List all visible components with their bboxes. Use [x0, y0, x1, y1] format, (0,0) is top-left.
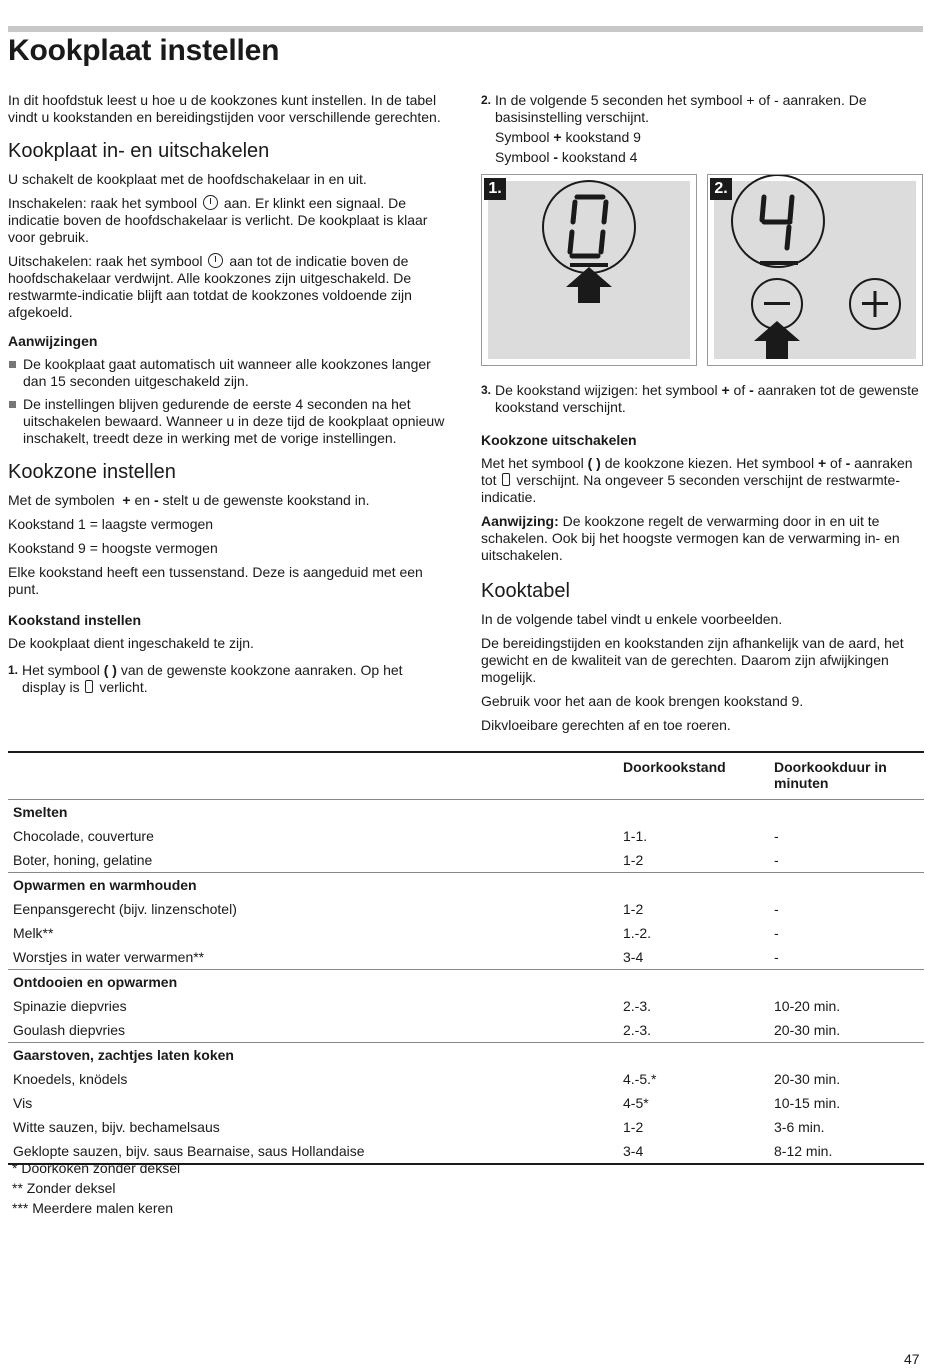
- sub-heading-kookstand: Kookstand instellen: [8, 612, 142, 628]
- indicator-bar: [760, 261, 798, 265]
- right-column: [481, 92, 923, 741]
- footnotes: [12, 1158, 180, 1218]
- cooking-table: [8, 751, 924, 1165]
- footnote: *** Meerdere malen keren: [12, 1200, 174, 1216]
- panel-2: [707, 174, 923, 366]
- table-cell-setting: 1.-2.: [623, 925, 652, 941]
- heading-kooktabel: Kooktabel: [481, 580, 570, 602]
- table-cell-dish: Spinazie diepvries: [13, 998, 127, 1014]
- table-cell-dish: Worstjes in water verwarmen**: [13, 949, 205, 965]
- heading-zone: Kookzone instellen: [8, 461, 176, 483]
- note-bullet: De kookplaat gaat automatisch uit wanneer alle kookzones langer dan 15 seconden uitgeschakeld zijn.: [8, 356, 450, 390]
- left-column: [8, 92, 450, 696]
- kooktabel-p1: In de volgende tabel vindt u enkele voorbeelden.: [481, 611, 783, 627]
- table-cell-setting: 1-2: [623, 1119, 644, 1135]
- panel-2-graphic: [708, 175, 922, 365]
- table-cell-dish: Chocolade, couverture: [13, 828, 154, 844]
- onoff-p2: Inschakelen: raak het symbool aan. Er klinkt een signaal. De indicatie boven de hoofdschakelaar is verlicht. De kookplaat is klaar voor gebruik.: [8, 195, 428, 245]
- table-cell-dish: Vis: [13, 1095, 33, 1111]
- table-row: [8, 1091, 924, 1115]
- heading-onoff: Kookplaat in- en uitschakelen: [8, 140, 270, 162]
- table-cell-duration: -: [774, 949, 779, 965]
- panel-1-tag: 1.: [484, 178, 506, 200]
- power-icon: [203, 195, 218, 210]
- notes-heading: Aanwijzingen: [8, 333, 98, 349]
- segment-zero-icon: [85, 680, 93, 693]
- table-header-duration: Doorkookduur in minuten: [769, 752, 924, 800]
- kooktabel-p3: Gebruik voor het aan de kook brengen kookstand 9.: [481, 693, 804, 709]
- table-cell-duration: 20-30 min.: [774, 1022, 841, 1038]
- zone-p3: Kookstand 9 = hoogste vermogen: [8, 540, 218, 556]
- power-icon: [208, 253, 223, 268]
- panel-1-graphic: [482, 175, 696, 365]
- step2-line2: Symbool - kookstand 4: [495, 149, 638, 165]
- table-group-row: [8, 970, 924, 995]
- table-group-row: [8, 800, 924, 825]
- table-cell-dish: Goulash diepvries: [13, 1022, 126, 1038]
- table-row: [8, 1115, 924, 1139]
- zone-sub-p: De kookplaat dient ingeschakeld te zijn.: [8, 635, 254, 651]
- table-group-title: Opwarmen en warmhouden: [8, 873, 924, 898]
- heading-zone-off: Kookzone uitschakelen: [481, 432, 637, 448]
- table-row: [8, 848, 924, 873]
- table-cell-duration: 3-6 min.: [774, 1119, 825, 1135]
- table-cell-setting: 3-4: [618, 1139, 769, 1164]
- zone-off-p1: Met het symbool ( ) de kookzone kiezen. Het symbool + of - aanraken tot verschijnt. Na ongeveer 5 seconden verschijnt de restwarmte-indicatie.: [481, 455, 913, 505]
- table-header-dish: [8, 752, 618, 800]
- footnote: * Doorkoken zonder deksel: [12, 1160, 181, 1176]
- table-cell-duration: -: [774, 828, 779, 844]
- table-cell-duration: -: [774, 925, 779, 941]
- panel-1: [481, 174, 697, 366]
- table-cell-duration: -: [774, 852, 779, 868]
- table-row: [8, 824, 924, 848]
- illustration-panels: [481, 174, 923, 370]
- kooktabel-p2: De bereidingstijden en kookstanden zijn afhankelijk van de aard, het gewicht en de kwaliteit van de gerechten. Daarom zijn afwijkingen mogelijk.: [481, 635, 904, 685]
- step-3: 3. De kookstand wijzigen: het symbool + of - aanraken tot de gewenste kookstand verschijnt.: [481, 382, 919, 415]
- table-cell-setting: 2.-3.: [623, 1022, 652, 1038]
- table-row: [8, 1067, 924, 1091]
- table-header-setting: Doorkookstand: [618, 752, 769, 800]
- digit-zero-icon: [570, 197, 606, 256]
- table-cell-dish: Melk**: [13, 925, 54, 941]
- table-cell-duration: -: [774, 901, 779, 917]
- table-cell-duration: 20-30 min.: [774, 1071, 841, 1087]
- table-group-row: [8, 873, 924, 898]
- note-bullet: De instellingen blijven gedurende de eerste 4 seconden na het uitschakelen bewaard. Wanneer u in deze tijd de kookplaat opnieuw inschakelt, treedt deze in werking met de vorige instellingen.: [8, 396, 450, 447]
- zone-p2: Kookstand 1 = laagste vermogen: [8, 516, 214, 532]
- table-cell-dish: Witte sauzen, bijv. bechamelsaus: [13, 1119, 220, 1135]
- header-rule: [8, 26, 923, 32]
- step-2: 2. In de volgende 5 seconden het symbool + of - aanraken. De basisinstelling verschijnt.: [481, 92, 867, 125]
- step-1: 1. Het symbool ( ) van de gewenste kookzone aanraken. Op het display is verlicht.: [8, 662, 403, 695]
- table-cell-dish: Knoedels, knödels: [13, 1071, 128, 1087]
- table-cell-setting: 1-2: [623, 901, 644, 917]
- table-group-title: Ontdooien en opwarmen: [8, 970, 924, 995]
- table-row: [8, 945, 924, 970]
- page-number: 47: [904, 1351, 920, 1367]
- table-row: [8, 921, 924, 945]
- table-cell-duration: 8-12 min.: [769, 1139, 924, 1164]
- segment-zero-icon: [502, 473, 510, 486]
- table-header-row: [8, 752, 924, 800]
- table-group-title: Gaarstoven, zachtjes laten koken: [8, 1043, 924, 1068]
- zone-p1: Met de symbolen + en - stelt u de gewenste kookstand in.: [8, 492, 370, 508]
- footnote: ** Zonder deksel: [12, 1180, 116, 1196]
- intro-text: In dit hoofdstuk leest u hoe u de kookzones kunt instellen. In de tabel vindt u kookstanden en bereidingstijden voor verschillende gerechten.: [8, 92, 441, 125]
- arrow-up-icon: [754, 321, 800, 359]
- table-group-row: [8, 1043, 924, 1068]
- panel-2-tag: 2.: [710, 178, 732, 200]
- table-cell-setting: 4.-5.*: [623, 1071, 657, 1087]
- arrow-up-icon: [566, 267, 612, 303]
- table-cell-setting: 2.-3.: [623, 998, 652, 1014]
- table-cell-setting: 1-2: [623, 852, 644, 868]
- zone-off-note: Aanwijzing: De kookzone regelt de verwarming door in en uit te schakelen. Ook bij het hoogste vermogen kan de verwarming in- en uitschakelen.: [481, 513, 900, 563]
- table-cell-duration: 10-15 min.: [774, 1095, 841, 1111]
- onoff-p3: Uitschakelen: raak het symbool aan tot de indicatie boven de hoofdschakelaar verdwijnt. Alle kookzones zijn uitgeschakeld. De restwarmte-indicatie blijft aan totdat de kookzones voldoende zijn afgekoeld.: [8, 253, 412, 320]
- table-row: [8, 897, 924, 921]
- table-cell-dish: Boter, honing, gelatine: [13, 852, 153, 868]
- onoff-p1: U schakelt de kookplaat met de hoofdschakelaar in en uit.: [8, 171, 367, 187]
- table-cell-duration: 10-20 min.: [774, 998, 841, 1014]
- zone-p4: Elke kookstand heeft een tussenstand. Deze is aangeduid met een punt.: [8, 564, 423, 597]
- indicator-bar: [570, 263, 608, 267]
- table-cell-setting: 4-5*: [623, 1095, 649, 1111]
- table-row: [8, 994, 924, 1018]
- table-cell-setting: 3-4: [623, 949, 644, 965]
- table-row: [8, 1018, 924, 1043]
- kooktabel-p4: Dikvloeibare gerechten af en toe roeren.: [481, 717, 731, 733]
- table-cell-setting: 1-1.: [623, 828, 648, 844]
- table-cell-dish: Eenpansgerecht (bijv. linzenschotel): [13, 901, 237, 917]
- page-title: Kookplaat instellen: [8, 34, 280, 67]
- digit-four-icon: [762, 197, 792, 248]
- table-cell-dish: Geklopte sauzen, bijv. saus Bearnaise, saus Hollandaise: [8, 1139, 618, 1164]
- table-group-title: Smelten: [13, 804, 68, 820]
- step2-line1: Symbool + kookstand 9: [495, 129, 641, 145]
